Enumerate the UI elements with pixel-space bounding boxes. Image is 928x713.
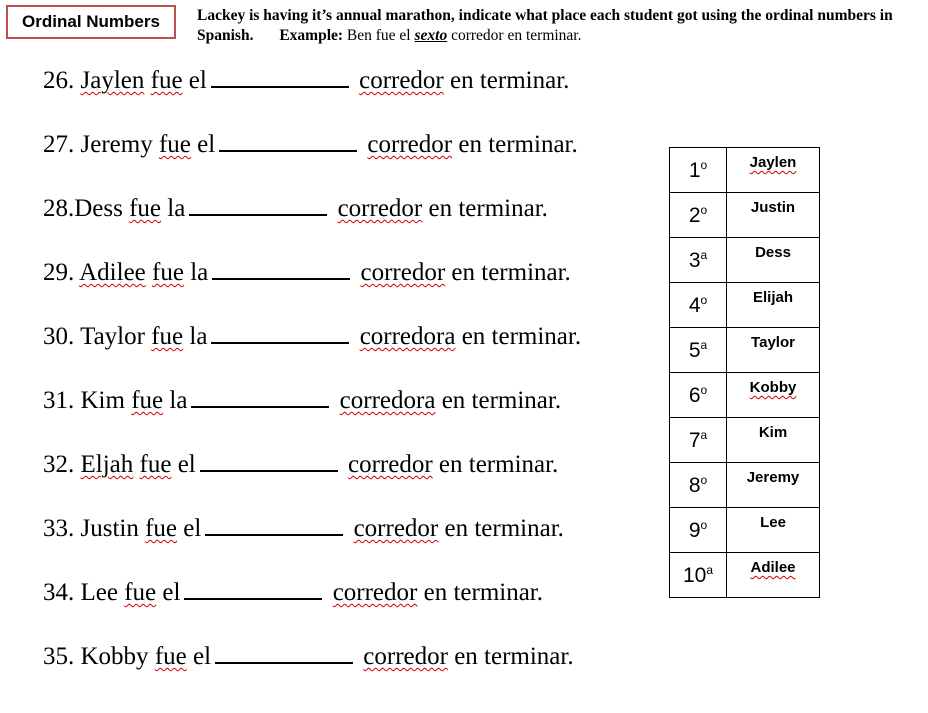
place-cell	[670, 238, 727, 283]
table-row	[670, 373, 820, 418]
runner-name: Taylor	[80, 323, 145, 350]
ordinal-suffix: a	[700, 338, 708, 352]
exercise-number: 26.	[43, 67, 75, 94]
table-row	[670, 508, 820, 553]
place-number: 10	[682, 564, 707, 587]
runner-name: Dess	[74, 195, 123, 222]
ordinal-suffix: o	[700, 203, 708, 217]
article: el	[188, 67, 207, 94]
noun: corredor	[360, 259, 446, 286]
noun: corredor	[367, 131, 453, 158]
example-after: corredor en terminar.	[451, 27, 582, 44]
runner-name: Kim	[758, 424, 788, 441]
table-row	[670, 283, 820, 328]
runner-name: Justin	[80, 515, 139, 542]
runner-name: Jaylen	[749, 154, 797, 171]
exercise-number: 35.	[43, 643, 75, 670]
verb: fue	[154, 643, 187, 670]
runner-name: Elijah	[752, 289, 793, 306]
runner-name: Kobby	[80, 643, 149, 670]
noun: corredor	[359, 67, 444, 94]
table-row	[670, 328, 820, 373]
noun: corredora	[359, 323, 456, 350]
sentence-end: en terminar.	[428, 195, 548, 222]
exercise-item	[43, 510, 581, 574]
verb: fue	[124, 579, 157, 606]
exercise-number: 28.	[43, 195, 75, 222]
table-row	[670, 418, 820, 463]
example-label: Example:	[279, 27, 344, 44]
place-number: 5	[688, 339, 701, 362]
place-number: 9	[688, 519, 701, 542]
sentence-end: en terminar.	[451, 259, 571, 286]
exercise-number: 30.	[43, 323, 75, 350]
exercise-item	[43, 638, 581, 702]
exercise-number: 29.	[43, 259, 75, 286]
sentence-end: en terminar.	[458, 131, 578, 158]
table-row	[670, 553, 820, 598]
ordinal-suffix: o	[700, 383, 708, 397]
runner-name: Eljah	[80, 451, 134, 478]
exercise-item	[43, 382, 581, 446]
exercise-number: 32.	[43, 451, 75, 478]
runner-name: Kim	[80, 387, 125, 414]
runner-cell	[727, 238, 820, 283]
place-number: 7	[688, 429, 701, 452]
ordinal-suffix: a	[700, 428, 708, 442]
runner-cell	[727, 148, 820, 193]
ordinal-suffix: o	[700, 473, 708, 487]
article: el	[183, 515, 202, 542]
verb: fue	[151, 323, 184, 350]
exercise-number: 34.	[43, 579, 75, 606]
runner-name: Kobby	[749, 379, 797, 396]
verb: fue	[158, 131, 191, 158]
runner-cell	[727, 463, 820, 508]
article: el	[177, 451, 196, 478]
exercise-item	[43, 574, 581, 638]
runner-cell	[727, 418, 820, 463]
runner-name: Jaylen	[80, 67, 145, 94]
verb: fue	[131, 387, 164, 414]
runner-cell	[727, 553, 820, 598]
runner-name: Justin	[750, 199, 796, 216]
article: la	[167, 195, 186, 222]
worksheet-title: Ordinal Numbers	[6, 5, 176, 39]
ordinal-suffix: o	[700, 293, 708, 307]
answer-blank[interactable]	[219, 126, 357, 152]
exercise-item	[43, 126, 581, 190]
exercise-item	[43, 446, 581, 510]
answer-blank[interactable]	[205, 510, 343, 536]
place-cell	[670, 283, 727, 328]
runner-name: Lee	[80, 579, 118, 606]
instructions-text: Lackey is having it’s annual marathon, indicate what place each student got using the ordinal numbers in Spanish.	[197, 7, 893, 44]
sentence-end: en terminar.	[438, 451, 559, 478]
place-cell	[670, 418, 727, 463]
place-cell	[670, 373, 727, 418]
noun: corredor	[337, 195, 423, 222]
verb: fue	[139, 451, 172, 478]
runner-name: Lee	[760, 514, 786, 531]
article: la	[190, 259, 209, 286]
sentence-end: en terminar.	[423, 579, 544, 606]
ordinal-suffix: o	[700, 518, 708, 532]
noun: corredor	[332, 579, 418, 606]
answer-blank[interactable]	[200, 446, 338, 472]
table-row	[670, 148, 820, 193]
sentence-end: en terminar.	[450, 67, 570, 94]
verb: fue	[129, 195, 162, 222]
runner-name: Dess	[755, 244, 791, 261]
runner-name: Taylor	[751, 334, 795, 351]
ordinal-suffix: a	[706, 563, 714, 577]
exercise-number: 31.	[43, 387, 75, 414]
runner-cell	[727, 328, 820, 373]
place-number: 4	[688, 294, 701, 317]
example-word: sexto	[414, 27, 448, 44]
sentence-end: en terminar.	[444, 515, 564, 542]
sentence-end: en terminar.	[461, 323, 582, 350]
place-number: 1	[688, 159, 701, 182]
noun: corredor	[347, 451, 433, 478]
exercise-number: 27.	[43, 131, 75, 158]
answer-blank[interactable]	[191, 382, 329, 408]
runner-cell	[727, 373, 820, 418]
article: la	[169, 387, 188, 414]
runner-cell	[727, 283, 820, 328]
answer-blank[interactable]	[211, 62, 349, 88]
runner-name: Jeremy	[80, 131, 153, 158]
sentence-end: en terminar.	[454, 643, 574, 670]
place-number: 6	[688, 384, 701, 407]
sentence-end: en terminar.	[441, 387, 562, 414]
table-row	[670, 463, 820, 508]
exercise-item	[43, 254, 581, 318]
runner-name: Adilee	[750, 559, 796, 576]
noun: corredora	[339, 387, 436, 414]
noun: corredor	[363, 643, 448, 670]
ordinal-suffix: a	[700, 248, 708, 262]
article: el	[197, 131, 216, 158]
place-cell	[670, 508, 727, 553]
runner-name: Jeremy	[746, 469, 800, 486]
runner-cell	[727, 508, 820, 553]
runner-name: Adilee	[79, 259, 146, 286]
answer-blank[interactable]	[189, 190, 327, 216]
article: la	[189, 323, 208, 350]
example-before: Ben fue el	[346, 27, 411, 44]
place-cell	[670, 553, 727, 598]
verb: fue	[145, 515, 178, 542]
verb: fue	[150, 67, 183, 94]
verb: fue	[152, 259, 184, 286]
table-row	[670, 238, 820, 283]
results-table	[669, 147, 820, 598]
answer-blank[interactable]	[212, 254, 350, 280]
instructions	[197, 6, 917, 46]
place-number: 8	[688, 474, 701, 497]
place-cell	[670, 328, 727, 373]
place-cell	[670, 193, 727, 238]
place-cell	[670, 463, 727, 508]
answer-blank[interactable]	[215, 638, 353, 664]
exercise-list	[43, 62, 581, 702]
runner-cell	[727, 193, 820, 238]
answer-blank[interactable]	[184, 574, 322, 600]
article: el	[162, 579, 181, 606]
place-cell	[670, 148, 727, 193]
ordinal-suffix: o	[700, 158, 708, 172]
noun: corredor	[353, 515, 439, 542]
place-number: 2	[688, 204, 701, 227]
table-row	[670, 193, 820, 238]
answer-blank[interactable]	[211, 318, 349, 344]
article: el	[192, 643, 212, 670]
exercise-item	[43, 318, 581, 382]
place-number: 3	[688, 249, 701, 272]
exercise-item	[43, 190, 581, 254]
exercise-item	[43, 62, 581, 126]
exercise-number: 33.	[43, 515, 75, 542]
